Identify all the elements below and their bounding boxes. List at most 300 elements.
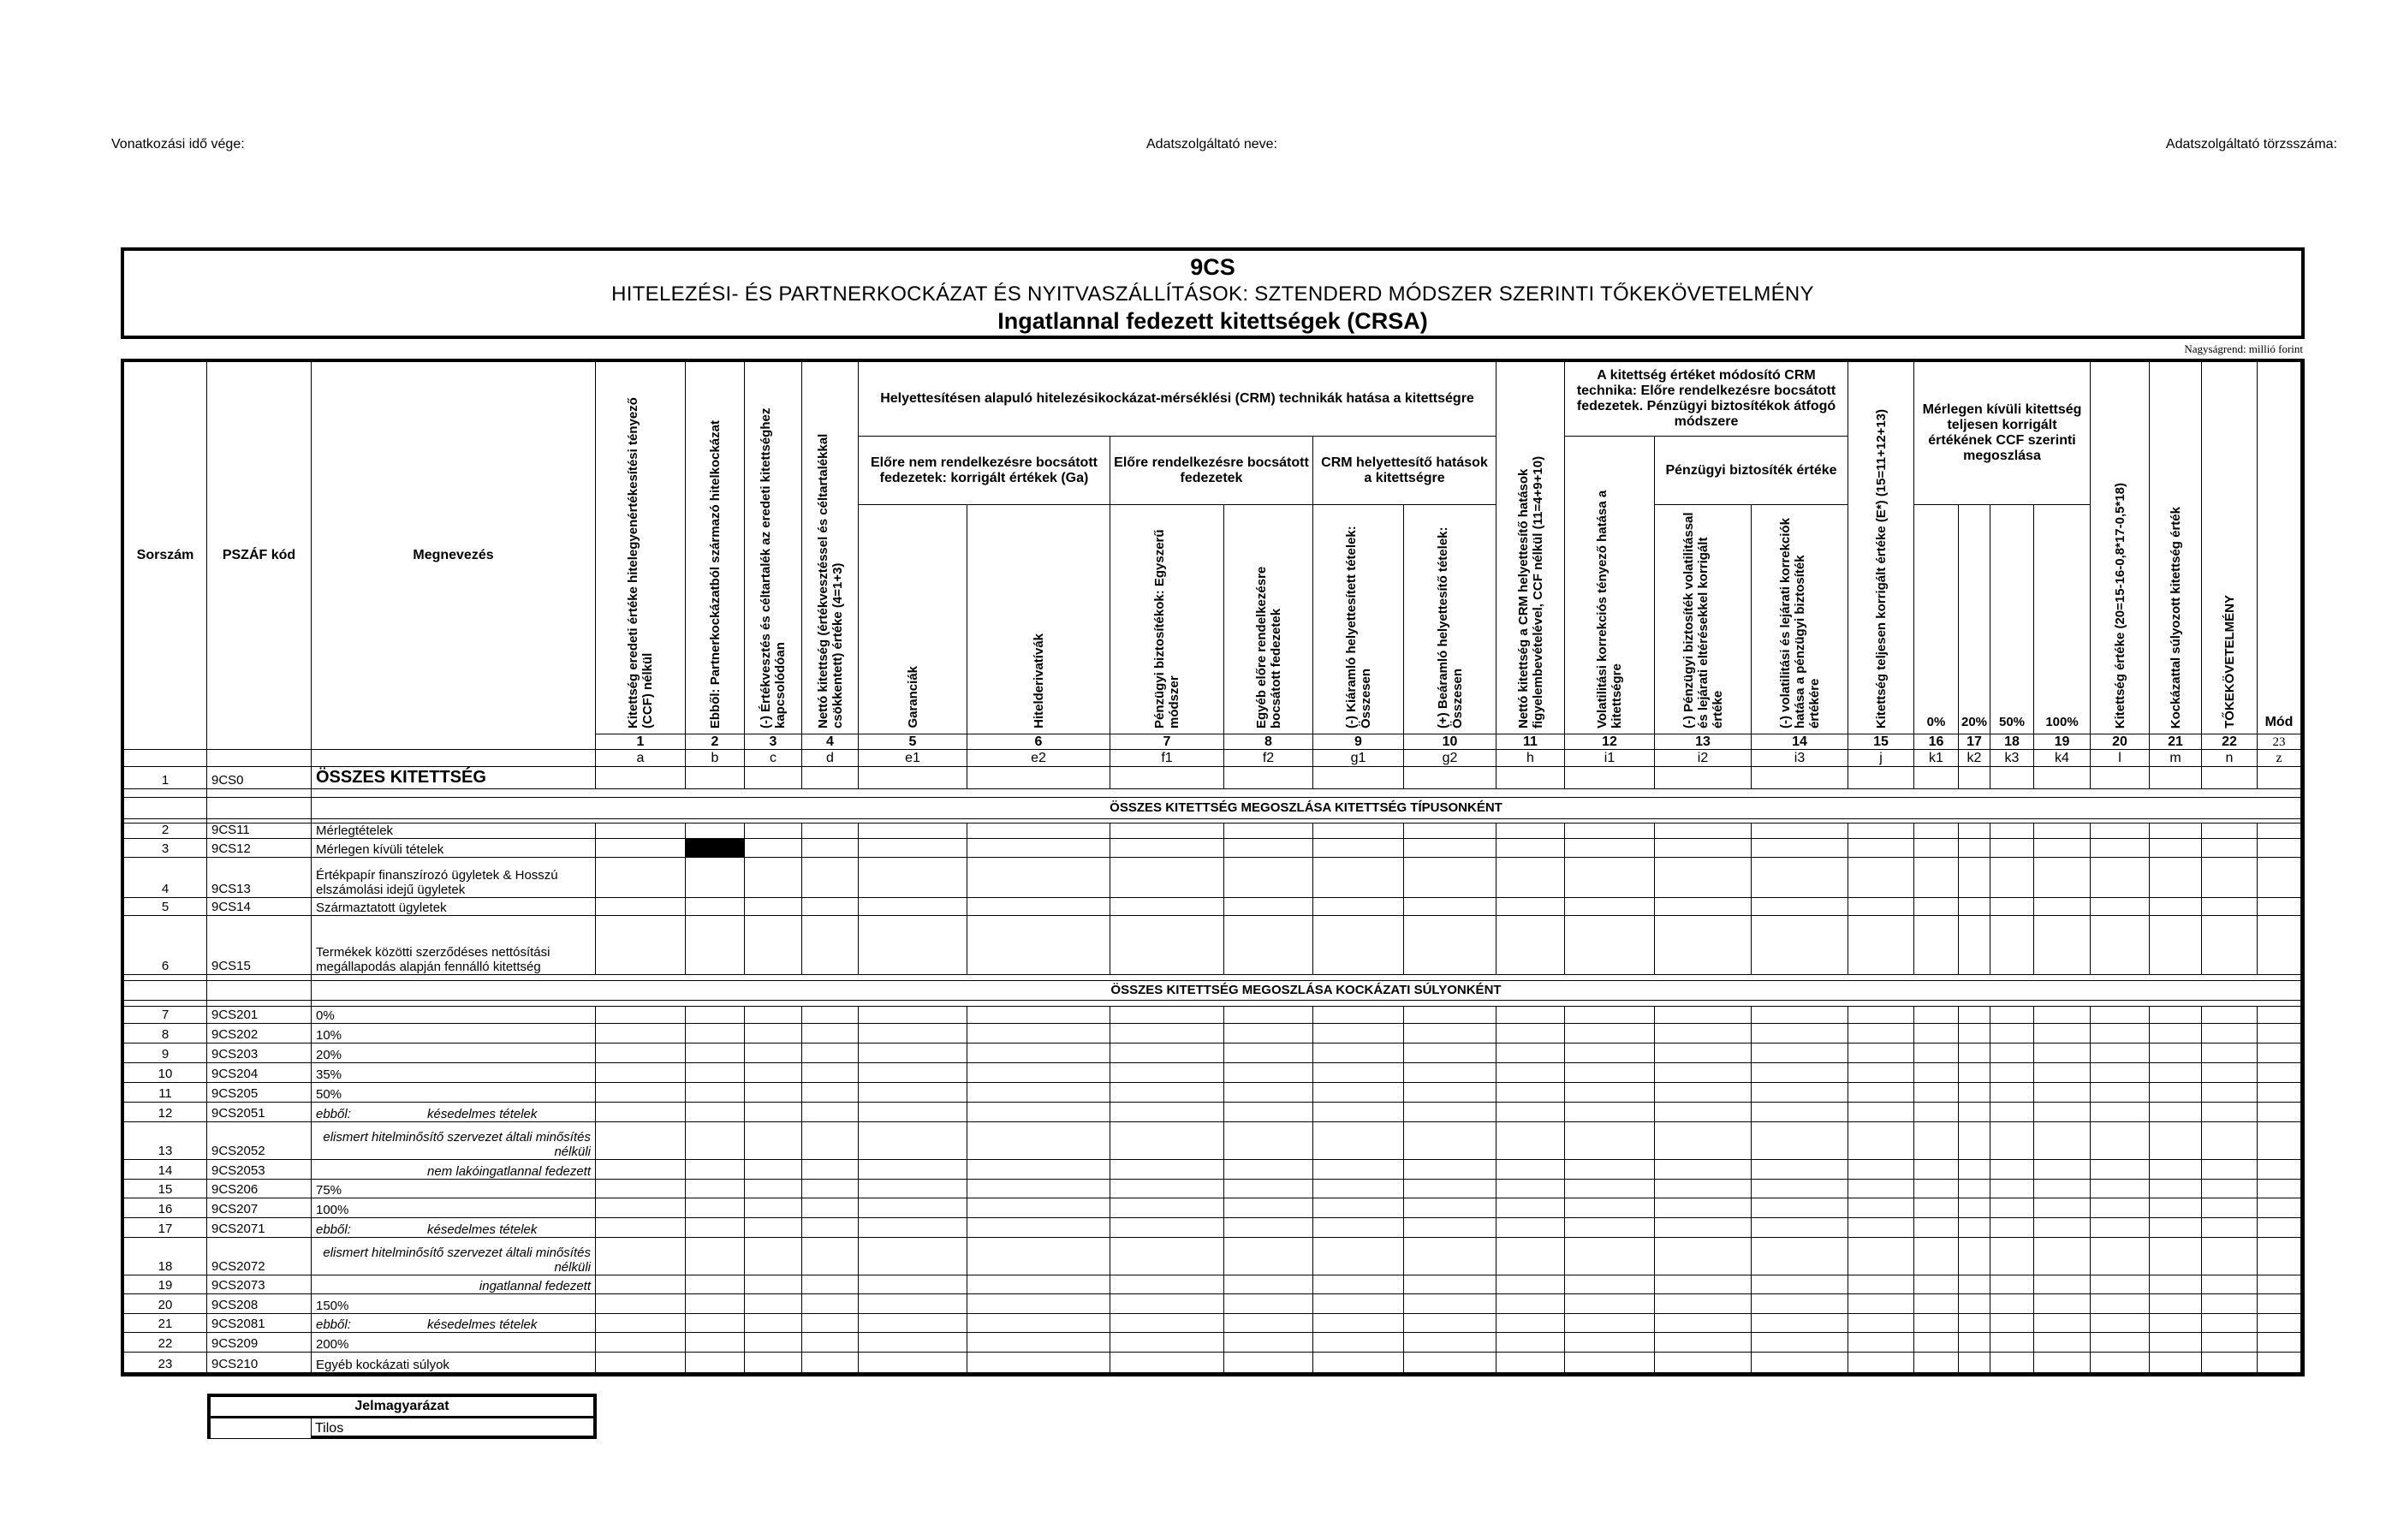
data-cell-r14-col13[interactable] — [1655, 1160, 1752, 1180]
data-cell-r17-col17[interactable] — [1959, 1218, 1990, 1238]
data-cell-r19-col6[interactable] — [967, 1275, 1110, 1294]
data-cell-r8-col3[interactable] — [745, 1024, 802, 1044]
data-cell-r2-col23[interactable] — [2258, 824, 2301, 839]
data-cell-r12-col22[interactable] — [2202, 1103, 2258, 1122]
data-cell-r7-col17[interactable] — [1959, 1007, 1990, 1024]
data-cell-r15-col22[interactable] — [2202, 1180, 2258, 1198]
data-cell-r7-col2[interactable] — [686, 1007, 745, 1024]
data-cell-r1-col17[interactable] — [1959, 767, 1990, 789]
data-cell-r21-col1[interactable] — [596, 1314, 686, 1333]
data-cell-r14-col16[interactable] — [1914, 1160, 1959, 1180]
data-cell-r18-col23[interactable] — [2258, 1238, 2301, 1275]
data-cell-r14-col17[interactable] — [1959, 1160, 1990, 1180]
data-cell-r14-col7[interactable] — [1110, 1160, 1224, 1180]
data-cell-r14-col10[interactable] — [1404, 1160, 1496, 1180]
data-cell-r3-col17[interactable] — [1959, 839, 1990, 858]
data-cell-r5-col2[interactable] — [686, 898, 745, 916]
data-cell-r1-col14[interactable] — [1752, 767, 1848, 789]
data-cell-r16-col16[interactable] — [1914, 1198, 1959, 1218]
data-cell-r10-col2[interactable] — [686, 1063, 745, 1083]
data-cell-r4-col15[interactable] — [1848, 858, 1914, 898]
data-cell-r6-col13[interactable] — [1655, 916, 1752, 975]
data-cell-r8-col16[interactable] — [1914, 1024, 1959, 1044]
data-cell-r17-col16[interactable] — [1914, 1218, 1959, 1238]
data-cell-r1-col2[interactable] — [686, 767, 745, 789]
data-cell-r4-col18[interactable] — [1990, 858, 2034, 898]
data-cell-r6-col19[interactable] — [2034, 916, 2091, 975]
data-cell-r2-col13[interactable] — [1655, 824, 1752, 839]
data-cell-r2-col3[interactable] — [745, 824, 802, 839]
data-cell-r12-col18[interactable] — [1990, 1103, 2034, 1122]
data-cell-r5-col5[interactable] — [859, 898, 967, 916]
data-cell-r15-col8[interactable] — [1224, 1180, 1313, 1198]
data-cell-r6-col5[interactable] — [859, 916, 967, 975]
data-cell-r13-col13[interactable] — [1655, 1122, 1752, 1160]
data-cell-r12-col6[interactable] — [967, 1103, 1110, 1122]
data-cell-r3-col9[interactable] — [1313, 839, 1404, 858]
data-cell-r5-col10[interactable] — [1404, 898, 1496, 916]
data-cell-r21-col11[interactable] — [1496, 1314, 1565, 1333]
data-cell-r15-col6[interactable] — [967, 1180, 1110, 1198]
data-cell-r6-col2[interactable] — [686, 916, 745, 975]
data-cell-r13-col19[interactable] — [2034, 1122, 2091, 1160]
data-cell-r21-col23[interactable] — [2258, 1314, 2301, 1333]
data-cell-r2-col8[interactable] — [1224, 824, 1313, 839]
data-cell-r2-col1[interactable] — [596, 824, 686, 839]
data-cell-r16-col22[interactable] — [2202, 1198, 2258, 1218]
data-cell-r10-col10[interactable] — [1404, 1063, 1496, 1083]
data-cell-r5-col17[interactable] — [1959, 898, 1990, 916]
data-cell-r7-col22[interactable] — [2202, 1007, 2258, 1024]
data-cell-r4-col1[interactable] — [596, 858, 686, 898]
data-cell-r13-col8[interactable] — [1224, 1122, 1313, 1160]
data-cell-r18-col3[interactable] — [745, 1238, 802, 1275]
data-cell-r9-col6[interactable] — [967, 1044, 1110, 1063]
data-cell-r13-col11[interactable] — [1496, 1122, 1565, 1160]
data-cell-r10-col21[interactable] — [2150, 1063, 2202, 1083]
data-cell-r1-col16[interactable] — [1914, 767, 1959, 789]
data-cell-r23-col23[interactable] — [2258, 1353, 2301, 1373]
data-cell-r17-col12[interactable] — [1565, 1218, 1655, 1238]
data-cell-r16-col3[interactable] — [745, 1198, 802, 1218]
data-cell-r10-col5[interactable] — [859, 1063, 967, 1083]
data-cell-r19-col14[interactable] — [1752, 1275, 1848, 1294]
data-cell-r19-col10[interactable] — [1404, 1275, 1496, 1294]
data-cell-r3-col19[interactable] — [2034, 839, 2091, 858]
data-cell-r13-col20[interactable] — [2091, 1122, 2150, 1160]
data-cell-r8-col13[interactable] — [1655, 1024, 1752, 1044]
data-cell-r22-col12[interactable] — [1565, 1333, 1655, 1353]
data-cell-r9-col16[interactable] — [1914, 1044, 1959, 1063]
data-cell-r21-col10[interactable] — [1404, 1314, 1496, 1333]
data-cell-r3-col16[interactable] — [1914, 839, 1959, 858]
data-cell-r5-col16[interactable] — [1914, 898, 1959, 916]
data-cell-r8-col17[interactable] — [1959, 1024, 1990, 1044]
data-cell-r12-col1[interactable] — [596, 1103, 686, 1122]
data-cell-r8-col11[interactable] — [1496, 1024, 1565, 1044]
data-cell-r18-col22[interactable] — [2202, 1238, 2258, 1275]
data-cell-r9-col13[interactable] — [1655, 1044, 1752, 1063]
data-cell-r12-col15[interactable] — [1848, 1103, 1914, 1122]
data-cell-r20-col3[interactable] — [745, 1294, 802, 1314]
data-cell-r6-col1[interactable] — [596, 916, 686, 975]
data-cell-r20-col16[interactable] — [1914, 1294, 1959, 1314]
data-cell-r22-col5[interactable] — [859, 1333, 967, 1353]
data-cell-r4-col4[interactable] — [802, 858, 859, 898]
data-cell-r8-col14[interactable] — [1752, 1024, 1848, 1044]
data-cell-r15-col4[interactable] — [802, 1180, 859, 1198]
data-cell-r23-col17[interactable] — [1959, 1353, 1990, 1373]
data-cell-r13-col4[interactable] — [802, 1122, 859, 1160]
data-cell-r20-col21[interactable] — [2150, 1294, 2202, 1314]
data-cell-r8-col23[interactable] — [2258, 1024, 2301, 1044]
data-cell-r12-col4[interactable] — [802, 1103, 859, 1122]
data-cell-r16-col1[interactable] — [596, 1198, 686, 1218]
data-cell-r16-col15[interactable] — [1848, 1198, 1914, 1218]
data-cell-r5-col11[interactable] — [1496, 898, 1565, 916]
data-cell-r7-col23[interactable] — [2258, 1007, 2301, 1024]
data-cell-r14-col3[interactable] — [745, 1160, 802, 1180]
data-cell-r11-col7[interactable] — [1110, 1083, 1224, 1103]
data-cell-r22-col13[interactable] — [1655, 1333, 1752, 1353]
data-cell-r19-col2[interactable] — [686, 1275, 745, 1294]
data-cell-r1-col6[interactable] — [967, 767, 1110, 789]
data-cell-r13-col3[interactable] — [745, 1122, 802, 1160]
data-cell-r11-col13[interactable] — [1655, 1083, 1752, 1103]
data-cell-r6-col22[interactable] — [2202, 916, 2258, 975]
data-cell-r20-col9[interactable] — [1313, 1294, 1404, 1314]
data-cell-r4-col23[interactable] — [2258, 858, 2301, 898]
data-cell-r7-col19[interactable] — [2034, 1007, 2091, 1024]
data-cell-r13-col10[interactable] — [1404, 1122, 1496, 1160]
data-cell-r10-col23[interactable] — [2258, 1063, 2301, 1083]
data-cell-r13-col12[interactable] — [1565, 1122, 1655, 1160]
data-cell-r14-col23[interactable] — [2258, 1160, 2301, 1180]
data-cell-r19-col5[interactable] — [859, 1275, 967, 1294]
data-cell-r11-col15[interactable] — [1848, 1083, 1914, 1103]
data-cell-r21-col14[interactable] — [1752, 1314, 1848, 1333]
data-cell-r2-col5[interactable] — [859, 824, 967, 839]
data-cell-r2-col14[interactable] — [1752, 824, 1848, 839]
data-cell-r7-col12[interactable] — [1565, 1007, 1655, 1024]
data-cell-r5-col22[interactable] — [2202, 898, 2258, 916]
data-cell-r18-col17[interactable] — [1959, 1238, 1990, 1275]
data-cell-r17-col9[interactable] — [1313, 1218, 1404, 1238]
data-cell-r9-col17[interactable] — [1959, 1044, 1990, 1063]
data-cell-r10-col14[interactable] — [1752, 1063, 1848, 1083]
data-cell-r23-col22[interactable] — [2202, 1353, 2258, 1373]
data-cell-r3-col1[interactable] — [596, 839, 686, 858]
data-cell-r14-col22[interactable] — [2202, 1160, 2258, 1180]
data-cell-r12-col10[interactable] — [1404, 1103, 1496, 1122]
data-cell-r22-col20[interactable] — [2091, 1333, 2150, 1353]
data-cell-r20-col1[interactable] — [596, 1294, 686, 1314]
data-cell-r21-col18[interactable] — [1990, 1314, 2034, 1333]
data-cell-r21-col22[interactable] — [2202, 1314, 2258, 1333]
data-cell-r12-col5[interactable] — [859, 1103, 967, 1122]
data-cell-r4-col3[interactable] — [745, 858, 802, 898]
data-cell-r14-col21[interactable] — [2150, 1160, 2202, 1180]
data-cell-r5-col1[interactable] — [596, 898, 686, 916]
data-cell-r16-col19[interactable] — [2034, 1198, 2091, 1218]
data-cell-r6-col18[interactable] — [1990, 916, 2034, 975]
data-cell-r21-col16[interactable] — [1914, 1314, 1959, 1333]
data-cell-r3-col13[interactable] — [1655, 839, 1752, 858]
data-cell-r6-col7[interactable] — [1110, 916, 1224, 975]
data-cell-r18-col14[interactable] — [1752, 1238, 1848, 1275]
data-cell-r8-col1[interactable] — [596, 1024, 686, 1044]
data-cell-r21-col20[interactable] — [2091, 1314, 2150, 1333]
data-cell-r13-col17[interactable] — [1959, 1122, 1990, 1160]
data-cell-r23-col19[interactable] — [2034, 1353, 2091, 1373]
data-cell-r6-col16[interactable] — [1914, 916, 1959, 975]
data-cell-r14-col12[interactable] — [1565, 1160, 1655, 1180]
data-cell-r4-col9[interactable] — [1313, 858, 1404, 898]
data-cell-r18-col18[interactable] — [1990, 1238, 2034, 1275]
data-cell-r12-col21[interactable] — [2150, 1103, 2202, 1122]
data-cell-r11-col11[interactable] — [1496, 1083, 1565, 1103]
data-cell-r15-col9[interactable] — [1313, 1180, 1404, 1198]
data-cell-r23-col6[interactable] — [967, 1353, 1110, 1373]
data-cell-r19-col1[interactable] — [596, 1275, 686, 1294]
data-cell-r6-col21[interactable] — [2150, 916, 2202, 975]
data-cell-r15-col18[interactable] — [1990, 1180, 2034, 1198]
data-cell-r10-col18[interactable] — [1990, 1063, 2034, 1083]
data-cell-r17-col6[interactable] — [967, 1218, 1110, 1238]
data-cell-r18-col5[interactable] — [859, 1238, 967, 1275]
data-cell-r20-col7[interactable] — [1110, 1294, 1224, 1314]
data-cell-r16-col9[interactable] — [1313, 1198, 1404, 1218]
data-cell-r15-col20[interactable] — [2091, 1180, 2150, 1198]
data-cell-r16-col4[interactable] — [802, 1198, 859, 1218]
data-cell-r3-col22[interactable] — [2202, 839, 2258, 858]
data-cell-r22-col15[interactable] — [1848, 1333, 1914, 1353]
data-cell-r21-col13[interactable] — [1655, 1314, 1752, 1333]
data-cell-r1-col21[interactable] — [2150, 767, 2202, 789]
data-cell-r3-col7[interactable] — [1110, 839, 1224, 858]
data-cell-r2-col10[interactable] — [1404, 824, 1496, 839]
data-cell-r14-col9[interactable] — [1313, 1160, 1404, 1180]
data-cell-r15-col12[interactable] — [1565, 1180, 1655, 1198]
data-cell-r8-col18[interactable] — [1990, 1024, 2034, 1044]
data-cell-r20-col18[interactable] — [1990, 1294, 2034, 1314]
data-cell-r13-col6[interactable] — [967, 1122, 1110, 1160]
data-cell-r23-col11[interactable] — [1496, 1353, 1565, 1373]
data-cell-r8-col12[interactable] — [1565, 1024, 1655, 1044]
data-cell-r19-col19[interactable] — [2034, 1275, 2091, 1294]
data-cell-r23-col3[interactable] — [745, 1353, 802, 1373]
data-cell-r16-col11[interactable] — [1496, 1198, 1565, 1218]
data-cell-r17-col21[interactable] — [2150, 1218, 2202, 1238]
data-cell-r19-col17[interactable] — [1959, 1275, 1990, 1294]
data-cell-r17-col1[interactable] — [596, 1218, 686, 1238]
data-cell-r9-col8[interactable] — [1224, 1044, 1313, 1063]
data-cell-r16-col8[interactable] — [1224, 1198, 1313, 1218]
data-cell-r8-col6[interactable] — [967, 1024, 1110, 1044]
data-cell-r3-col11[interactable] — [1496, 839, 1565, 858]
data-cell-r5-col21[interactable] — [2150, 898, 2202, 916]
data-cell-r4-col2[interactable] — [686, 858, 745, 898]
data-cell-r7-col11[interactable] — [1496, 1007, 1565, 1024]
data-cell-r23-col7[interactable] — [1110, 1353, 1224, 1373]
data-cell-r23-col14[interactable] — [1752, 1353, 1848, 1373]
data-cell-r9-col14[interactable] — [1752, 1044, 1848, 1063]
data-cell-r12-col20[interactable] — [2091, 1103, 2150, 1122]
data-cell-r18-col21[interactable] — [2150, 1238, 2202, 1275]
data-cell-r17-col15[interactable] — [1848, 1218, 1914, 1238]
data-cell-r10-col16[interactable] — [1914, 1063, 1959, 1083]
data-cell-r7-col18[interactable] — [1990, 1007, 2034, 1024]
data-cell-r11-col22[interactable] — [2202, 1083, 2258, 1103]
data-cell-r19-col13[interactable] — [1655, 1275, 1752, 1294]
data-cell-r23-col10[interactable] — [1404, 1353, 1496, 1373]
data-cell-r9-col2[interactable] — [686, 1044, 745, 1063]
data-cell-r18-col15[interactable] — [1848, 1238, 1914, 1275]
data-cell-r16-col14[interactable] — [1752, 1198, 1848, 1218]
data-cell-r2-col21[interactable] — [2150, 824, 2202, 839]
data-cell-r5-col8[interactable] — [1224, 898, 1313, 916]
data-cell-r9-col15[interactable] — [1848, 1044, 1914, 1063]
data-cell-r1-col20[interactable] — [2091, 767, 2150, 789]
data-cell-r22-col7[interactable] — [1110, 1333, 1224, 1353]
data-cell-r12-col19[interactable] — [2034, 1103, 2091, 1122]
data-cell-r11-col3[interactable] — [745, 1083, 802, 1103]
data-cell-r15-col10[interactable] — [1404, 1180, 1496, 1198]
data-cell-r22-col11[interactable] — [1496, 1333, 1565, 1353]
data-cell-r17-col3[interactable] — [745, 1218, 802, 1238]
data-cell-r14-col4[interactable] — [802, 1160, 859, 1180]
data-cell-r19-col11[interactable] — [1496, 1275, 1565, 1294]
data-cell-r9-col18[interactable] — [1990, 1044, 2034, 1063]
data-cell-r23-col13[interactable] — [1655, 1353, 1752, 1373]
data-cell-r2-col17[interactable] — [1959, 824, 1990, 839]
data-cell-r4-col20[interactable] — [2091, 858, 2150, 898]
data-cell-r19-col23[interactable] — [2258, 1275, 2301, 1294]
data-cell-r4-col16[interactable] — [1914, 858, 1959, 898]
data-cell-r20-col8[interactable] — [1224, 1294, 1313, 1314]
data-cell-r22-col14[interactable] — [1752, 1333, 1848, 1353]
data-cell-r10-col9[interactable] — [1313, 1063, 1404, 1083]
data-cell-r19-col9[interactable] — [1313, 1275, 1404, 1294]
data-cell-r4-col7[interactable] — [1110, 858, 1224, 898]
data-cell-r1-col12[interactable] — [1565, 767, 1655, 789]
data-cell-r10-col22[interactable] — [2202, 1063, 2258, 1083]
data-cell-r18-col8[interactable] — [1224, 1238, 1313, 1275]
data-cell-r2-col6[interactable] — [967, 824, 1110, 839]
data-cell-r11-col5[interactable] — [859, 1083, 967, 1103]
data-cell-r21-col4[interactable] — [802, 1314, 859, 1333]
data-cell-r9-col23[interactable] — [2258, 1044, 2301, 1063]
data-cell-r21-col5[interactable] — [859, 1314, 967, 1333]
data-cell-r9-col12[interactable] — [1565, 1044, 1655, 1063]
data-cell-r21-col19[interactable] — [2034, 1314, 2091, 1333]
data-cell-r16-col2[interactable] — [686, 1198, 745, 1218]
data-cell-r7-col8[interactable] — [1224, 1007, 1313, 1024]
data-cell-r5-col18[interactable] — [1990, 898, 2034, 916]
data-cell-r3-col10[interactable] — [1404, 839, 1496, 858]
data-cell-r7-col9[interactable] — [1313, 1007, 1404, 1024]
data-cell-r22-col3[interactable] — [745, 1333, 802, 1353]
data-cell-r4-col14[interactable] — [1752, 858, 1848, 898]
data-cell-r19-col4[interactable] — [802, 1275, 859, 1294]
data-cell-r10-col19[interactable] — [2034, 1063, 2091, 1083]
data-cell-r19-col3[interactable] — [745, 1275, 802, 1294]
data-cell-r2-col2[interactable] — [686, 824, 745, 839]
data-cell-r14-col2[interactable] — [686, 1160, 745, 1180]
data-cell-r18-col13[interactable] — [1655, 1238, 1752, 1275]
data-cell-r9-col5[interactable] — [859, 1044, 967, 1063]
data-cell-r1-col3[interactable] — [745, 767, 802, 789]
data-cell-r3-col3[interactable] — [745, 839, 802, 858]
data-cell-r2-col15[interactable] — [1848, 824, 1914, 839]
data-cell-r3-col6[interactable] — [967, 839, 1110, 858]
data-cell-r19-col18[interactable] — [1990, 1275, 2034, 1294]
data-cell-r18-col7[interactable] — [1110, 1238, 1224, 1275]
data-cell-r9-col4[interactable] — [802, 1044, 859, 1063]
data-cell-r5-col4[interactable] — [802, 898, 859, 916]
data-cell-r11-col18[interactable] — [1990, 1083, 2034, 1103]
data-cell-r20-col4[interactable] — [802, 1294, 859, 1314]
data-cell-r23-col1[interactable] — [596, 1353, 686, 1373]
data-cell-r21-col21[interactable] — [2150, 1314, 2202, 1333]
data-cell-r7-col14[interactable] — [1752, 1007, 1848, 1024]
data-cell-r11-col4[interactable] — [802, 1083, 859, 1103]
data-cell-r12-col11[interactable] — [1496, 1103, 1565, 1122]
data-cell-r2-col18[interactable] — [1990, 824, 2034, 839]
data-cell-r1-col22[interactable] — [2202, 767, 2258, 789]
data-cell-r12-col17[interactable] — [1959, 1103, 1990, 1122]
data-cell-r11-col17[interactable] — [1959, 1083, 1990, 1103]
data-cell-r6-col15[interactable] — [1848, 916, 1914, 975]
data-cell-r14-col15[interactable] — [1848, 1160, 1914, 1180]
data-cell-r17-col7[interactable] — [1110, 1218, 1224, 1238]
data-cell-r2-col9[interactable] — [1313, 824, 1404, 839]
data-cell-r23-col15[interactable] — [1848, 1353, 1914, 1373]
data-cell-r13-col2[interactable] — [686, 1122, 745, 1160]
data-cell-r5-col15[interactable] — [1848, 898, 1914, 916]
data-cell-r10-col6[interactable] — [967, 1063, 1110, 1083]
data-cell-r9-col22[interactable] — [2202, 1044, 2258, 1063]
data-cell-r8-col22[interactable] — [2202, 1024, 2258, 1044]
data-cell-r8-col15[interactable] — [1848, 1024, 1914, 1044]
data-cell-r8-col9[interactable] — [1313, 1024, 1404, 1044]
data-cell-r4-col5[interactable] — [859, 858, 967, 898]
data-cell-r15-col23[interactable] — [2258, 1180, 2301, 1198]
data-cell-r2-col20[interactable] — [2091, 824, 2150, 839]
data-cell-r21-col6[interactable] — [967, 1314, 1110, 1333]
data-cell-r9-col20[interactable] — [2091, 1044, 2150, 1063]
data-cell-r2-col19[interactable] — [2034, 824, 2091, 839]
data-cell-r13-col21[interactable] — [2150, 1122, 2202, 1160]
data-cell-r8-col8[interactable] — [1224, 1024, 1313, 1044]
data-cell-r14-col19[interactable] — [2034, 1160, 2091, 1180]
data-cell-r17-col8[interactable] — [1224, 1218, 1313, 1238]
data-cell-r12-col2[interactable] — [686, 1103, 745, 1122]
data-cell-r12-col7[interactable] — [1110, 1103, 1224, 1122]
data-cell-r15-col21[interactable] — [2150, 1180, 2202, 1198]
data-cell-r9-col9[interactable] — [1313, 1044, 1404, 1063]
data-cell-r10-col12[interactable] — [1565, 1063, 1655, 1083]
data-cell-r5-col14[interactable] — [1752, 898, 1848, 916]
data-cell-r15-col2[interactable] — [686, 1180, 745, 1198]
data-cell-r14-col6[interactable] — [967, 1160, 1110, 1180]
data-cell-r14-col20[interactable] — [2091, 1160, 2150, 1180]
data-cell-r22-col23[interactable] — [2258, 1333, 2301, 1353]
data-cell-r22-col6[interactable] — [967, 1333, 1110, 1353]
data-cell-r19-col15[interactable] — [1848, 1275, 1914, 1294]
data-cell-r7-col10[interactable] — [1404, 1007, 1496, 1024]
data-cell-r12-col12[interactable] — [1565, 1103, 1655, 1122]
